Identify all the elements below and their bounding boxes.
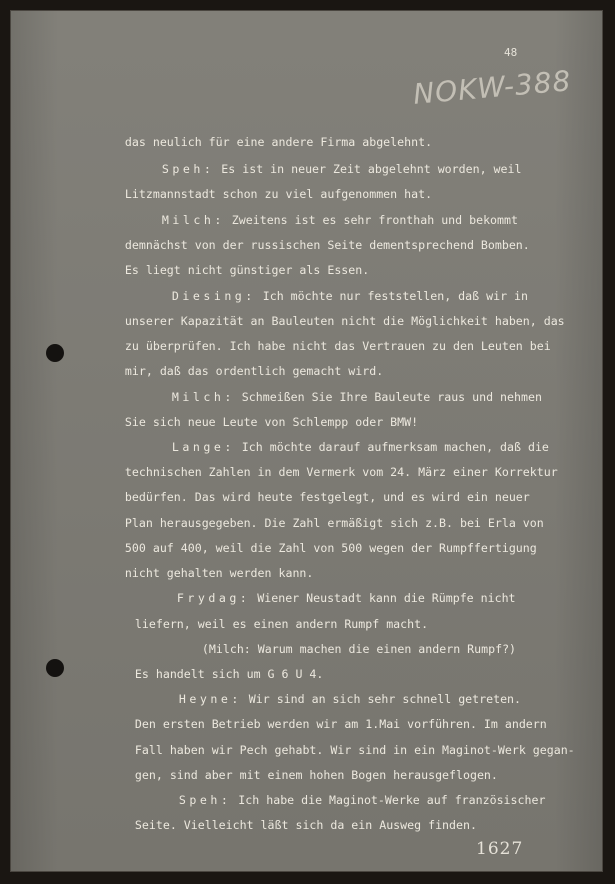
line-text: (Milch: Warum machen die einen andern Rumpf?) bbox=[201, 641, 517, 656]
line-text: Zweitens ist es sehr fronthah und bekommt bbox=[224, 212, 518, 227]
speaker: Frydag: bbox=[176, 590, 251, 605]
page-number: 48 bbox=[504, 46, 518, 59]
line-text: Wir sind an sich sehr schnell getreten. bbox=[241, 691, 522, 706]
line-text: Wiener Neustadt kann die Rümpfe nicht bbox=[250, 590, 516, 605]
speaker: Milch: bbox=[171, 389, 235, 404]
speaker: Diesing: bbox=[171, 288, 256, 303]
line-text: demnächst von der russischen Seite dementsprechend Bomben. bbox=[124, 237, 530, 252]
text-line bbox=[107, 808, 477, 843]
speaker: Heyne: bbox=[178, 691, 242, 706]
line-text: liefern, weil es einen andern Rumpf macht. bbox=[134, 616, 429, 631]
document-page bbox=[10, 10, 603, 872]
line-text: Es handelt sich um G 6 U 4. bbox=[134, 666, 324, 681]
punch-hole bbox=[46, 344, 64, 362]
speaker: Milch: bbox=[161, 212, 225, 227]
line-text: Sie sich neue Leute von Schlempp oder BMW! bbox=[124, 414, 419, 429]
line-text: gen, sind aber mit einem hohen Bogen herausgeflogen. bbox=[134, 767, 498, 782]
line-text: technischen Zahlen in dem Vermerk vom 24. März einer Korrektur bbox=[124, 464, 558, 479]
line-text: Es liegt nicht günstiger als Essen. bbox=[124, 262, 370, 277]
line-text: Ich möchte nur feststellen, daß wir in bbox=[255, 288, 528, 303]
line-text: zu überprüfen. Ich habe nicht das Vertrauen zu den Leuten bei bbox=[124, 338, 551, 353]
line-text: Ich habe die Maginot-Werke auf französischer bbox=[231, 792, 546, 807]
speaker: Speh: bbox=[161, 161, 215, 176]
line-text: Ich möchte darauf aufmerksam machen, daß die bbox=[234, 439, 549, 454]
line-text: bedürfen. Das wird heute festgelegt, und es wird ein neuer bbox=[124, 489, 530, 504]
line-text: Schmeißen Sie Ihre Bauleute raus und nehmen bbox=[234, 389, 542, 404]
speaker: Lange: bbox=[171, 439, 235, 454]
line-text: das neulich für eine andere Firma abgelehnt. bbox=[124, 134, 433, 149]
line-text: Seite. Vielleicht läßt sich da ein Ausweg finden. bbox=[134, 817, 477, 832]
line-text: unserer Kapazität an Bauleuten nicht die Möglichkeit haben, das bbox=[124, 313, 565, 328]
speaker: Speh: bbox=[178, 792, 232, 807]
line-text: nicht gehalten werden kann. bbox=[124, 565, 314, 580]
line-text: Litzmannstadt schon zu viel aufgenommen hat. bbox=[124, 186, 433, 201]
archive-number: 1627 bbox=[476, 839, 524, 859]
line-text: Fall haben wir Pech gehabt. Wir sind in ein Maginot-Werk gegan- bbox=[134, 742, 575, 757]
line-text: 500 auf 400, weil die Zahl von 500 wegen der Rumpffertigung bbox=[124, 540, 537, 555]
document-stamp: NOKW-388 bbox=[411, 64, 573, 111]
line-text: Den ersten Betrieb werden wir am 1.Mai vorführen. Im andern bbox=[134, 716, 547, 731]
line-text: mir, daß das ordentlich gemacht wird. bbox=[124, 363, 384, 378]
line-text: Plan herausgegeben. Die Zahl ermäßigt sich z.B. bei Erla von bbox=[124, 515, 544, 530]
punch-hole bbox=[46, 659, 64, 677]
line-text: Es ist in neuer Zeit abgelehnt worden, weil bbox=[214, 161, 522, 176]
